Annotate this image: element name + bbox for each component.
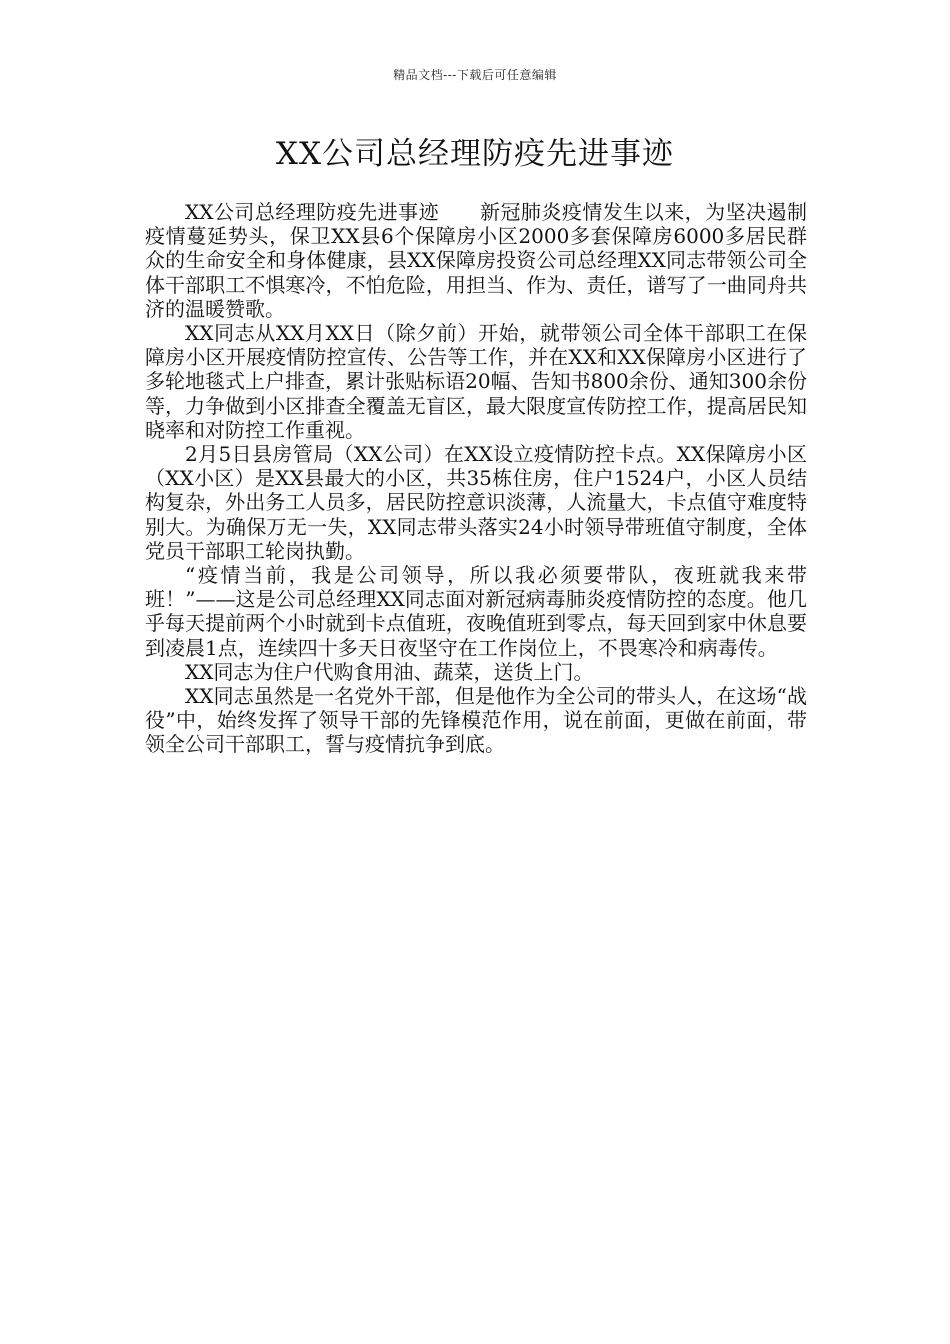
paragraph: “疫情当前，我是公司领导，所以我必须要带队，夜班就我来带班！”——这是公司总经理XX同志面对新冠病毒肺炎疫情防控的态度。他几乎每天提前两个小时就到卡点值班，夜晚值班到零点，每天回到家中休息要到凌晨1点，连续四十多天日夜坚守在工作岗位上，不畏寒冷和病毒传。 [145,563,807,660]
paragraph: XX公司总经理防疫先进事迹 新冠肺炎疫情发生以来，为坚决遏制疫情蔓延势头，保卫XX县6个保障房小区2000多套保障房6000多居民群众的生命安全和身体健康，县XX保障房投资公司总经理XX同志带领公司全体干部职工不惧寒冷，不怕危险，用担当、作为、责任，谱写了一曲同舟共济的温暖赞歌。 [145,200,807,321]
paragraph: XX同志虽然是一名党外干部，但是他作为全公司的带头人，在这场“战役”中，始终发挥了领导干部的先锋模范作用，说在前面，更做在前面，带领全公司干部职工，誓与疫情抗争到底。 [145,684,807,757]
paragraph: XX同志为住户代购食用油、蔬菜，送货上门。 [185,659,594,684]
paragraph: XX同志从XX月XX日（除夕前）开始，就带领公司全体干部职工在保障房小区开展疫情防控宣传、公告等工作，并在XX和XX保障房小区进行了多轮地毯式上户排查，累计张贴标语20幅、告知书800余份、通知300余份等，力争做到小区排查全覆盖无盲区，最大限度宣传防控工作，提高居民知晓率和对防控工作重视。 [145,321,807,442]
header-note: 精品文档---下载后可任意编辑 [393,68,557,82]
document-body [145,200,807,757]
paragraph: 2月5日县房管局（XX公司）在XX设立疫情防控卡点。XX保障房小区（XX小区）是XX县最大的小区，共35栋住房，住户1524户，小区人员结构复杂，外出务工人员多，居民防控意识淡薄，人流量大，卡点值守难度特别大。为确保万无一失，XX同志带头落实24小时领导带班值守制度，全体党员干部职工轮岗执勤。 [145,442,807,563]
document-title: XX公司总经理防疫先进事迹 [275,136,675,172]
